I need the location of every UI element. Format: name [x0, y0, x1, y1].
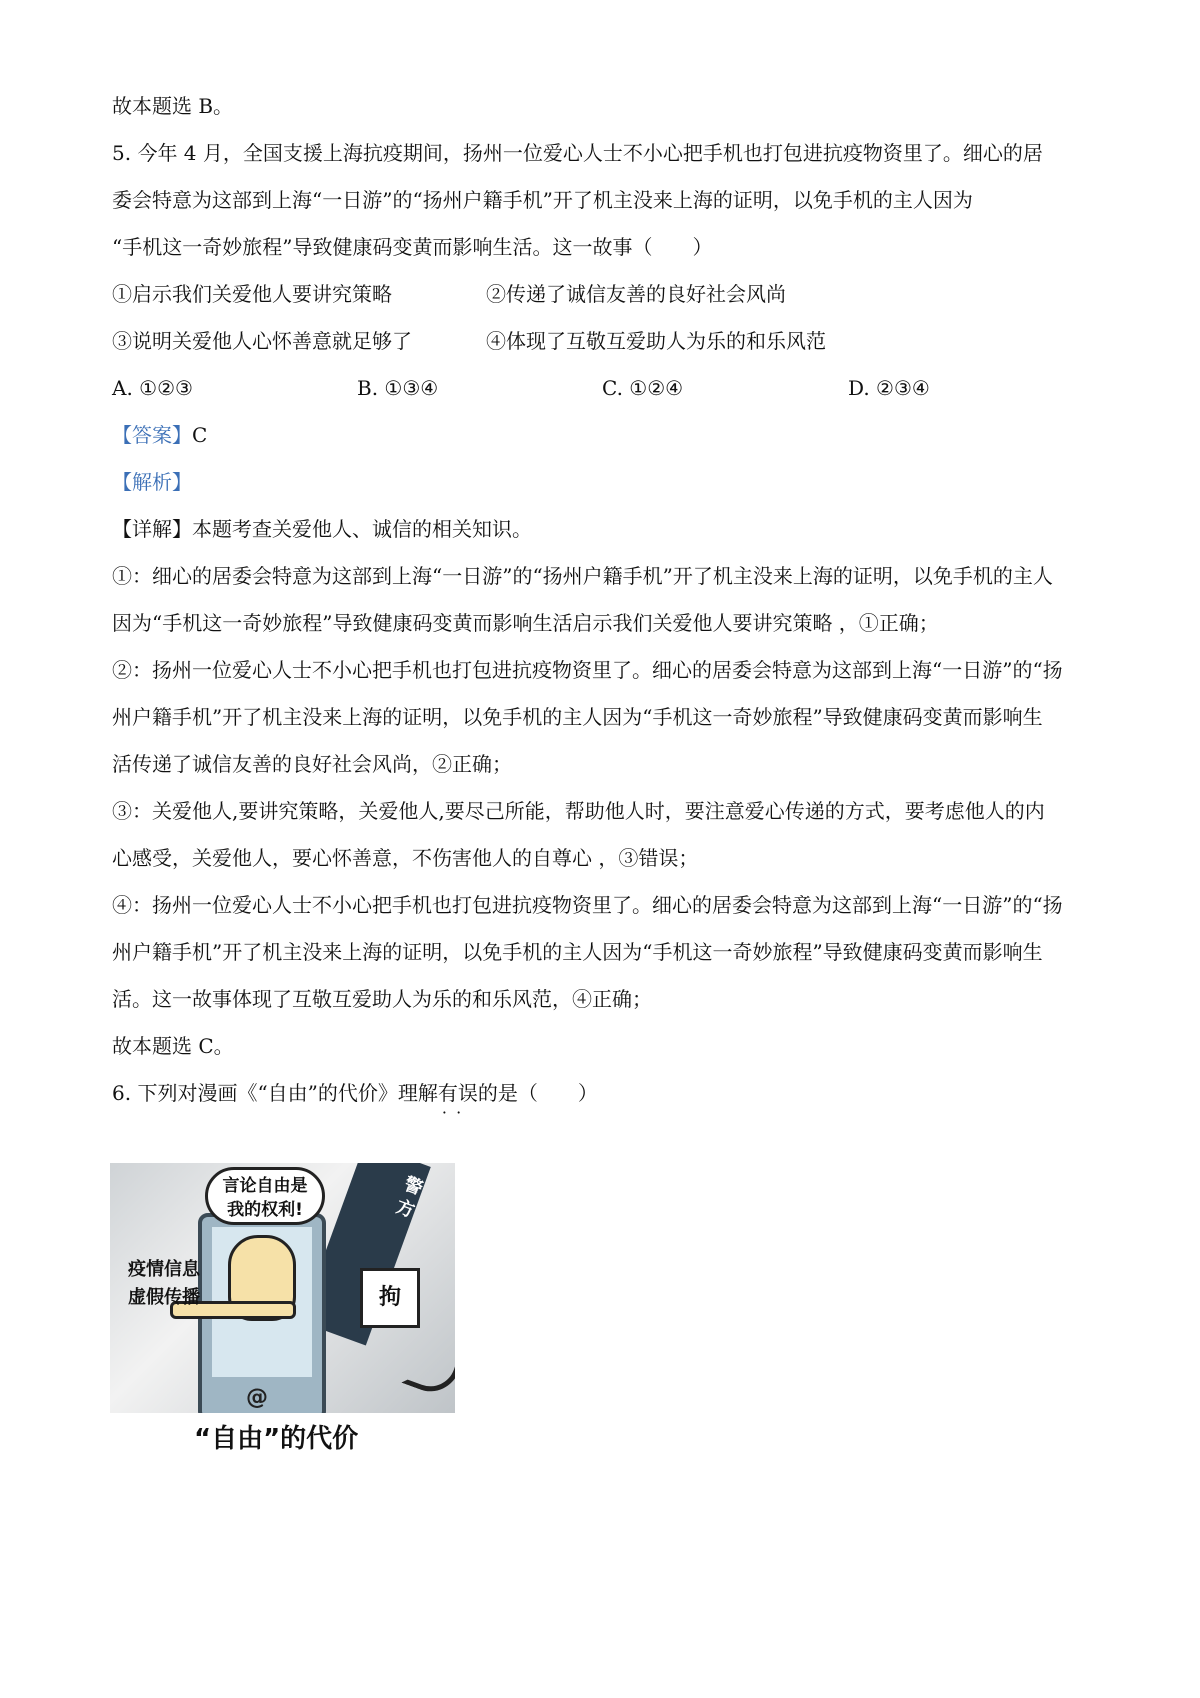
answer-value: C [192, 423, 208, 447]
police-label: 警方 [393, 1173, 426, 1223]
bubble-text-2: 我的权利! [227, 1200, 303, 1220]
cartoon-image [110, 1163, 455, 1413]
cartoon-caption: “自由”的代价 [194, 1424, 359, 1454]
q5-statement-4: ④体现了互敬互爱助人为乐的和乐风范 [486, 329, 826, 353]
detail-line: 【详解】本题考查关爱他人、诚信的相关知识。 [112, 517, 532, 541]
q5-answer-line [112, 421, 207, 449]
q5-option-d: D. ②③④ [848, 376, 930, 400]
explanation-line-3: ②：扬州一位爱心人士不小心把手机也打包进抗疫物资里了。细心的居委会特意为这部到上海“一日游”的“扬 [112, 658, 1063, 682]
explanation-line-9: 州户籍手机”开了机主没来上海的证明，以免手机的主人因为“手机这一奇妙旅程”导致健康码变黄而影响生 [112, 940, 1043, 964]
explanation-line-1: ①：细心的居委会特意为这部到上海“一日游”的“扬州户籍手机”开了机主没来上海的证明，以免手机的主人 [112, 564, 1053, 588]
q5-option-a: A. ①②③ [112, 376, 193, 400]
q5-statement-1: ①启示我们关爱他人要讲究策略 [112, 282, 392, 306]
explanation-line-8: ④：扬州一位爱心人士不小心把手机也打包进抗疫物资里了。细心的居委会特意为这部到上海“一日游”的“扬 [112, 893, 1063, 917]
detention-card: 拘 [360, 1268, 420, 1328]
explanation-line-7: 心感受，关爱他人，要心怀善意，不伤害他人的自尊心 ，③错误； [112, 846, 699, 870]
q5-option-b: B. ①③④ [357, 376, 439, 400]
explanation-line-10: 活。这一故事体现了互敬互爱助人为乐的和乐风范，④正确； [112, 987, 652, 1011]
q5-conclusion: 故本题选 C。 [112, 1034, 234, 1058]
at-sign: @ [246, 1385, 268, 1410]
pull-arrow-icon [401, 1326, 455, 1399]
q5-option-c: C. ①②④ [602, 376, 684, 400]
q6-stem [112, 1079, 598, 1107]
q6-stem-post: 的是（ ） [477, 1081, 598, 1105]
bubble-text-1: 言论自由是 [222, 1176, 308, 1196]
explanation-line-2: 因为“手机这一奇妙旅程”导致健康码变黄而影响生活启示我们关爱他人要讲究策略 ，①正确； [112, 611, 939, 635]
q5-stem-line-1: 5. 今年 4 月，全国支援上海抗疫期间，扬州一位爱心人士不小心把手机也打包进抗疫物资里了。细心的居 [112, 141, 1043, 165]
q6-stem-emphasis: 有误 · · [438, 1081, 478, 1105]
cartoon-side-text [128, 1256, 200, 1312]
side-text-1: 疫情信息 [128, 1259, 200, 1280]
answer-tag: 【答案】 [112, 423, 192, 447]
q5-stem-line-2: 委会特意为这部到上海“一日游”的“扬州户籍手机”开了机主没来上海的证明，以免手机的主人因为 [112, 188, 973, 212]
side-text-2: 虚假传播 [128, 1287, 200, 1308]
explanation-line-5: 活传递了诚信友善的良好社会风尚，②正确； [112, 752, 512, 776]
analysis-tag: 【解析】 [112, 470, 192, 494]
speech-bubble [205, 1167, 325, 1225]
q5-statement-3: ③说明关爱他人心怀善意就足够了 [112, 329, 412, 353]
q5-statement-2: ②传递了诚信友善的良好社会风尚 [486, 282, 786, 306]
prev-answer-line: 故本题选 B。 [112, 94, 234, 118]
q6-stem-pre: 6. 下列对漫画《“自由”的代价》理解 [112, 1081, 438, 1105]
explanation-line-4: 州户籍手机”开了机主没来上海的证明，以免手机的主人因为“手机这一奇妙旅程”导致健康码变黄而影响生 [112, 705, 1043, 729]
explanation-line-6: ③：关爱他人,要讲究策略，关爱他人,要尽己所能，帮助他人时，要注意爱心传递的方式，要考虑他人的内 [112, 799, 1045, 823]
q5-stem-line-3: “手机这一奇妙旅程”导致健康码变黄而影响生活。这一故事（ ） [112, 235, 713, 259]
